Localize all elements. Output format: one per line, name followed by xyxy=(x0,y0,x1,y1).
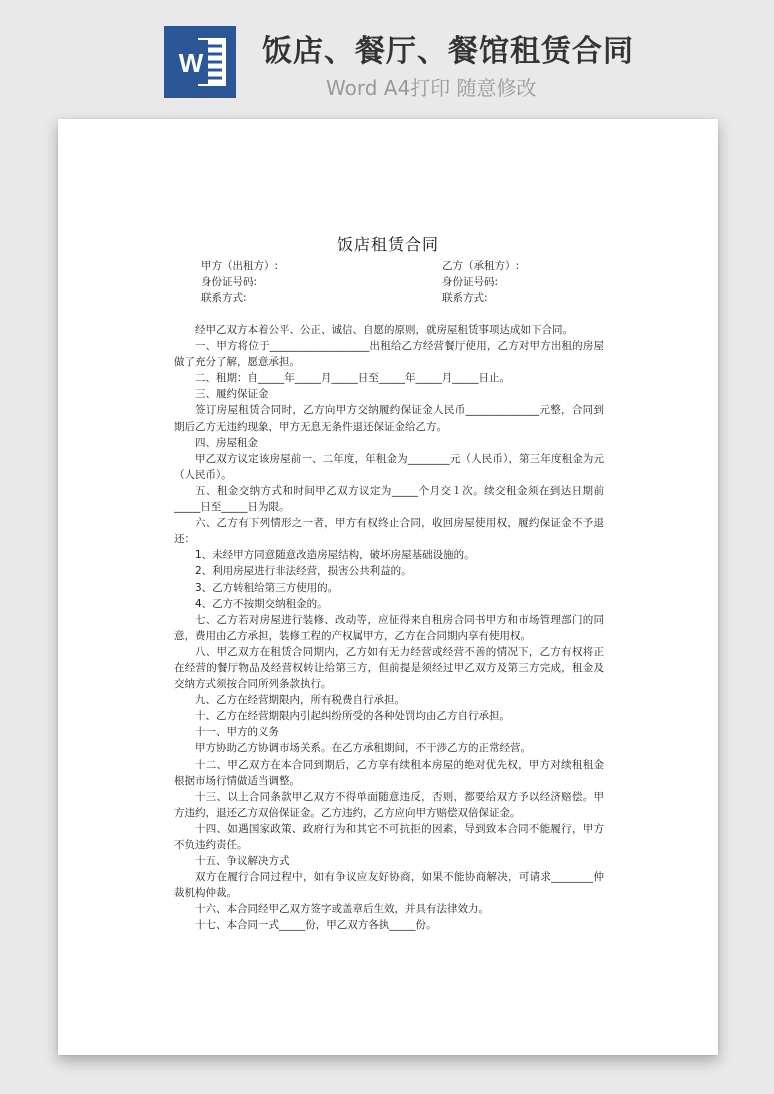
clause-paragraph: 甲乙双方议定该房屋前一、二年度，年租金为________元（人民币），第三年度租金为元（人民币）。 xyxy=(174,452,604,481)
header-subtitle: Word A4打印 随意修改 xyxy=(326,76,537,100)
clause-paragraph: 九、乙方在经营期限内，所有税费自行承担。 xyxy=(195,694,405,707)
party-b-contact-label: 联系方式: xyxy=(442,292,488,304)
clause-item: 3、乙方转租给第三方使用的。 xyxy=(195,581,339,594)
clause-paragraph: 三、履约保证金 xyxy=(195,388,269,401)
clause-paragraph: 八、甲乙双方在租赁合同期内，乙方如有无力经营或经营不善的情况下，乙方有权将正在经营的餐厅物品及经营权转让给第三方，但前提是须经过甲乙双方及第三方完成，租金及交纳方式须按合同所列条款执行。 xyxy=(174,645,604,691)
clause-paragraph: 一、甲方将位于___________________出租给乙方经营餐厅使用，乙方对甲方出租的房屋做了充分了解，愿意承担。 xyxy=(174,340,604,369)
word-document-icon xyxy=(164,26,236,98)
clause-item: 4、乙方不按期交纳租金的。 xyxy=(195,597,328,610)
clause-paragraph: 五、租金交纳方式和时间甲乙双方议定为_____个月交１次。续交租金须在到达日期前_____日至_____日为限。 xyxy=(174,484,604,514)
clause-paragraph: 二、租期：自_____年_____月_____日至_____年_____月_____日止。 xyxy=(195,372,510,385)
party-a-contact-label: 联系方式: xyxy=(201,292,247,304)
clause-paragraph: 十四、如遇国家政策、政府行为和其它不可抗拒的因素，导到致本合同不能履行，甲方不负违约责任。 xyxy=(174,822,604,851)
clause-paragraph: 双方在履行合同过程中，如有争议应友好协商，如果不能协商解决，可请求________仲裁机构仲裁。 xyxy=(174,871,604,900)
clause-item: 1、未经甲方同意随意改造房屋结构，破坏房屋基础设施的。 xyxy=(195,549,475,562)
clause-paragraph: 签订房屋租赁合同时，乙方向甲方交纳履约保证金人民币______________元整，合同到期后乙方无违约现象，甲方无息无条件退还保证金给乙方。 xyxy=(174,404,604,433)
clause-paragraph: 四、房屋租金 xyxy=(195,436,258,449)
svg-text:W: W xyxy=(178,48,204,78)
clause-paragraph: 十七、本合同一式_____份，甲乙双方各执_____份。 xyxy=(195,919,437,932)
party-a-name-label: 甲方（出租方）: xyxy=(201,260,279,272)
contract-body xyxy=(174,322,604,934)
clause-paragraph: 十五、争议解决方式 xyxy=(195,855,290,868)
clause-paragraph: 六、乙方有下列情形之一者，甲方有权终止合同，收回房屋使用权，履约保证金不予退还： xyxy=(174,517,604,546)
document-title: 饭店租赁合同 xyxy=(336,235,439,254)
party-a-id-label: 身份证号码: xyxy=(201,276,258,288)
clause-paragraph: 十三、以上合同条款甲乙双方不得单面随意违反，否则，都要给双方予以经济赔偿。甲方违约，退还乙方双倍保证金。乙方违约，乙方应向甲方赔偿双倍保证金。 xyxy=(174,790,604,819)
clause-paragraph: 十二、甲乙双方在本合同到期后，乙方享有续租本房屋的绝对优先权，甲方对续租租金根据市场行情做适当调整。 xyxy=(174,758,604,787)
clause-item: 2、利用房屋进行非法经营，损害公共利益的。 xyxy=(195,565,412,578)
header-title: 饭店、餐厅、餐馆租赁合同 xyxy=(262,34,634,69)
clause-paragraph: 七、乙方若对房屋进行装修、改动等，应征得来自租房合同书甲方和市场管理部门的同意，费用由乙方承担，装修工程的产权属甲方，乙方在合同期内享有使用权。 xyxy=(174,613,604,642)
clause-paragraph: 十、乙方在经营期限内引起纠纷所受的各种处罚均由乙方自行承担。 xyxy=(195,710,510,723)
party-b-name-label: 乙方（承租方）: xyxy=(442,260,520,272)
clause-paragraph: 经甲乙双方本着公平、公正、诚信、自愿的原则，就房屋租赁事项达成如下合同。 xyxy=(195,324,573,336)
party-b-id-label: 身份证号码: xyxy=(442,276,499,288)
clause-paragraph: 十一、甲方的义务 xyxy=(195,726,279,739)
clause-paragraph: 十六、本合同经甲乙双方签字或盖章后生效，并具有法律效力。 xyxy=(195,903,489,916)
document-page xyxy=(58,119,718,1055)
clause-paragraph: 甲方协助乙方协调市场关系。在乙方承租期间，不干涉乙方的正常经营。 xyxy=(195,742,531,755)
header-banner xyxy=(0,0,774,110)
